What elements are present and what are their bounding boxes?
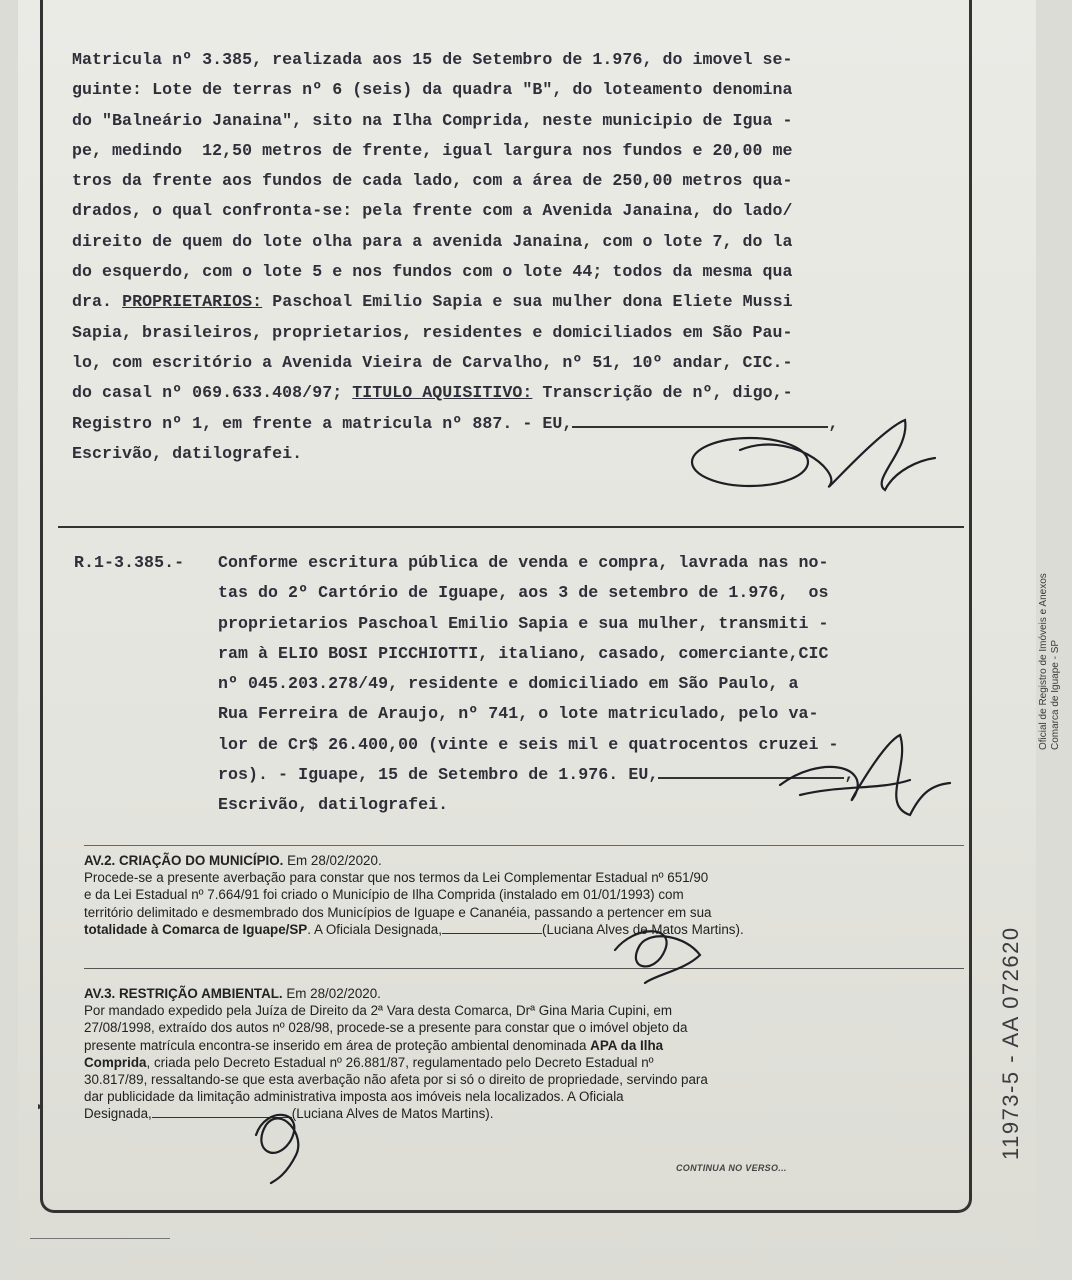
av3-line: presente matrícula encontra-se inserido em área de proteção ambiental denominada APA da Ilha [84, 1037, 664, 1053]
r1-line: proprietarios Paschoal Emilio Sapia e sua mulher, transmiti - [218, 613, 829, 633]
av3-line: Comprida, criada pelo Decreto Estadual nº 26.881/87, regulamentado pelo Decreto Estadual nº [84, 1054, 654, 1070]
matricula-line: do esquerdo, com o lote 5 e nos fundos com o lote 44; todos da mesma qua [72, 262, 793, 282]
oficiala-signature-2 [236, 1095, 326, 1185]
av3-heading [84, 985, 964, 1002]
matricula-line: guinte: Lote de terras nº 6 (seis) da quadra "B", do loteamento denomina [72, 80, 793, 100]
r1-line: Rua Ferreira de Araujo, nº 741, o lote matriculado, pelo va- [218, 704, 819, 724]
signature-line [442, 933, 542, 934]
matricula-line: Sapia, brasileiros, proprietarios, residentes e domiciliados em São Pau- [72, 322, 793, 342]
av2-line: território delimitado e desmembrado dos Municípios de Iguape e Cananéia, passando a pertencer em sua [84, 904, 712, 920]
av3-line-last: Designada, (Luciana Alves de Matos Martins). [84, 1106, 494, 1122]
continue-on-back-note: CONTINUA NO VERSO... [676, 1163, 787, 1173]
av2-entry [84, 852, 964, 938]
matricula-line-proprietarios: dra. PROPRIETARIOS: Paschoal Emilio Sapia e sua mulher dona Eliete Mussi [72, 292, 793, 312]
r1-line: lor de Cr$ 26.400,00 (vinte e seis mil e quatrocentos cruzei - [218, 734, 839, 754]
r1-line: Conforme escritura pública de venda e compra, lavrada nas no- [218, 553, 829, 572]
section-divider [58, 526, 964, 528]
matricula-line: do "Balneário Janaina", sito na Ilha Comprida, neste municipio de Igua - [72, 110, 793, 130]
av3-line: Por mandado expedido pela Juíza de Direito da 2ª Vara desta Comarca, Drª Gina Maria Cupini, em [84, 1003, 672, 1019]
av2-line: Procede-se a presente averbação para constar que nos termos da Lei Complementar Estadual nº 651/90 [84, 870, 709, 886]
av3-line: 27/08/1998, extraído dos autos nº 028/98, procede-se a presente para constar que o imóvel objeto da [84, 1020, 688, 1036]
av3-title: AV.3. RESTRIÇÃO AMBIENTAL. [84, 986, 283, 1001]
matricula-line-titulo: do casal nº 069.633.408/97; TITULO AQUISITIVO: Transcrição de nº, digo,- [72, 383, 793, 403]
oficiala-signature-1 [605, 915, 715, 985]
section-divider [84, 968, 964, 969]
titulo-aquisitivo-label: TITULO AQUISITIVO: [352, 383, 533, 403]
r1-line: tas do 2º Cartório de Iguape, aos 3 de setembro de 1.976, os [218, 583, 829, 603]
matricula-line: drados, o qual confronta-se: pela frente com a Avenida Janaina, do lado/ [72, 201, 793, 221]
r1-line: ram à ELIO BOSI PICCHIOTTI, italiano, casado, comerciante,CIC [218, 643, 829, 663]
r1-line: nº 045.203.278/49, residente e domiciliado em São Paulo, a [218, 674, 799, 694]
av2-signer: (Luciana Alves de Matos Martins). [541, 921, 744, 937]
av3-line: dar publicidade da limitação administrativa imposta aos imóveis nela localizados. A Oficiala [84, 1089, 624, 1105]
margin-line [30, 1238, 170, 1239]
document-serial-code: 11973-5 - AA 072620 [998, 926, 1023, 1160]
av2-date: Em 28/02/2020. [283, 853, 382, 868]
matricula-line: lo, com escritório a Avenida Vieira de Carvalho, nº 51, 10º andar, CIC.- [72, 352, 793, 372]
escrivao-signature-2 [760, 725, 960, 825]
av3-line: 30.817/89, ressaltando-se que esta averbação não afeta por si só o direito de propriedade, servindo para [84, 1072, 708, 1088]
matricula-line: tros da frente aos fundos de cada lado, com a área de 250,00 metros qua- [72, 171, 793, 191]
av2-title: AV.2. CRIAÇÃO DO MUNICÍPIO. [84, 853, 284, 868]
margin-arrow-icon: ▶ [38, 1102, 44, 1112]
av2-line-last: totalidade à Comarca de Iguape/SP. A Oficiala Designada, (Luciana Alves de Matos Martins). [84, 921, 744, 937]
escrivao-signature-1 [680, 410, 940, 505]
av2-line: e da Lei Estadual nº 7.664/91 foi criado o Município de Ilha Comprida (instalado em 01/01/1993) com [84, 887, 684, 903]
matricula-line: direito de quem do lote olha para a avenida Janaina, com o lote 7, do la [72, 231, 793, 251]
av3-signer: (Luciana Alves de Matos Martins). [291, 1106, 494, 1122]
r1-line-signature: ros). - Iguape, 15 de Setembro de 1.976. EU, , [218, 765, 855, 785]
av3-entry [84, 985, 964, 1123]
matricula-line: pe, medindo 12,50 metros de frente, igual largura nos fundos e 20,00 me [72, 140, 793, 160]
r1-label: R.1-3.385.- [74, 553, 185, 572]
section-divider [84, 845, 964, 846]
proprietarios-label: PROPRIETARIOS: [122, 292, 263, 312]
matricula-line: Escrivão, datilografei. [72, 443, 303, 463]
registry-office-stamp: Oficial de Registro de Imóveis e Anexos Comarca de Iguape - SP [1038, 573, 1061, 750]
matricula-entry [72, 45, 972, 469]
matricula-line: Matricula nº 3.385, realizada aos 15 de Setembro de 1.976, do imovel se- [72, 50, 793, 69]
matricula-line-registro: Registro nº 1, em frente a matricula nº 887. - EU, , [72, 413, 839, 433]
av3-date: Em 28/02/2020. [282, 986, 381, 1001]
r1-line: Escrivão, datilografei. [218, 795, 449, 815]
av2-heading [84, 852, 964, 869]
